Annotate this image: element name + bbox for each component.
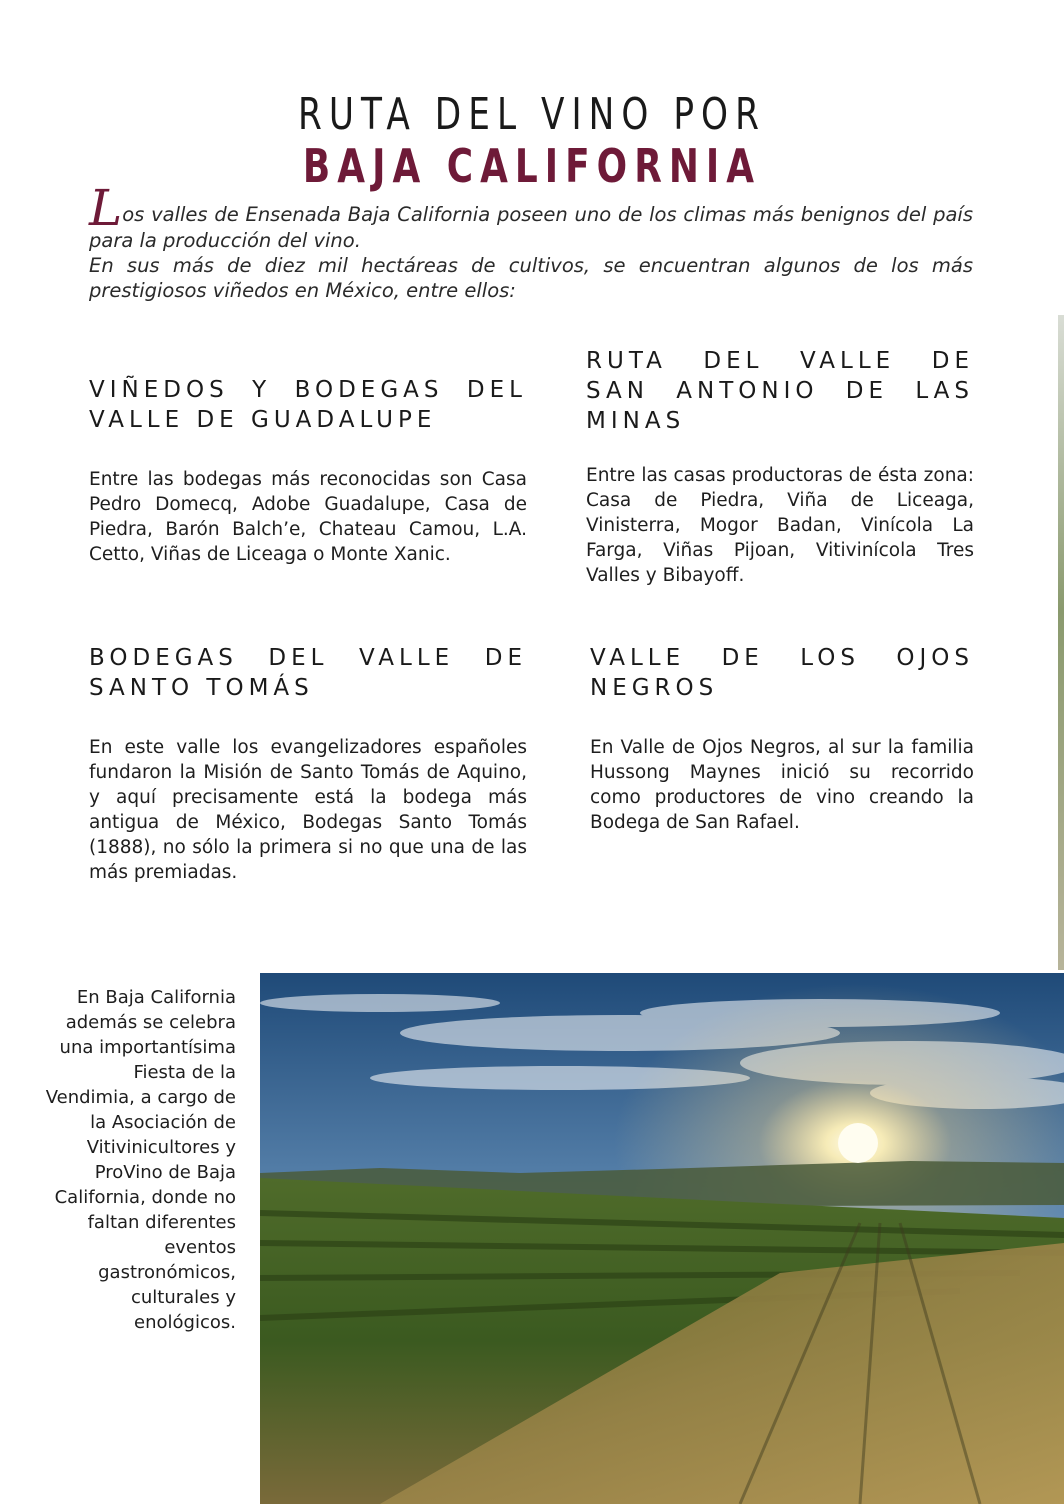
intro-text — [89, 179, 973, 303]
page-title-line1: RUTA DEL VINO POR — [298, 89, 766, 140]
section-heading: BODEGAS DEL VALLE DE SANTO TOMÁS — [89, 645, 527, 701]
section-body: Entre las bodegas más reconocidas son Casa Pedro Domecq, Adobe Guadalupe, Casa de Piedra, Barón Balch’e, Chateau Camou, L.A. Cetto, Viñas de Liceaga o Monte Xanic. — [89, 469, 527, 565]
drop-cap: L — [89, 179, 123, 237]
adjacent-photo-edge — [1058, 315, 1064, 970]
section-guadalupe — [89, 375, 527, 567]
section-san-antonio — [586, 346, 974, 588]
intro-paragraph-2: En sus más de diez mil hectáreas de cultivos, se encuentran algunos de los más prestigiosos viñedos en México, entre ellos: — [89, 254, 973, 302]
intro-paragraph-1-text: os valles de Ensenada Baja California poseen uno de los climas más benignos del país para la producción del vino. — [89, 203, 973, 252]
section-body: En Valle de Ojos Negros, al sur la familia Hussong Maynes inició su recorrido como productores de vino creando la Bodega de San Rafael. — [590, 737, 974, 833]
section-ojos-negros — [590, 643, 974, 835]
sidebar-text: En Baja California además se celebra una importantísima Fiesta de la Vendimia, a cargo de la Asociación de Vitivinicultores y ProVino de Baja California, donde no faltan diferentes eventos gastronómicos, culturales y enológicos. — [45, 987, 236, 1333]
section-heading: VALLE DE LOS OJOS NEGROS — [590, 645, 974, 701]
section-body: En este valle los evangelizadores españoles fundaron la Misión de Santo Tomás de Aquino, y aquí precisamente está la bodega más antigua de México, Bodegas Santo Tomás (1888), no sólo la primera si no que una de las más premiadas. — [89, 737, 527, 883]
section-body: Entre las casas productoras de ésta zona: Casa de Piedra, Viña de Liceaga, Vinisterra, Mogor Badan, Vinícola La Farga, Viñas Pijoan, Vitivinícola Tres Valles y Bibayoff. — [586, 465, 974, 586]
section-heading: VIÑEDOS Y BODEGAS DEL VALLE DE GUADALUPE — [89, 377, 527, 433]
section-santo-tomas — [89, 643, 527, 885]
section-heading: RUTA DEL VALLE DE SAN ANTONIO DE LAS MINAS — [586, 348, 974, 434]
intro-paragraph-1 — [89, 179, 973, 253]
vineyard-photo — [260, 973, 1064, 1504]
page-title-line2: BAJA CALIFORNIA — [302, 139, 762, 193]
